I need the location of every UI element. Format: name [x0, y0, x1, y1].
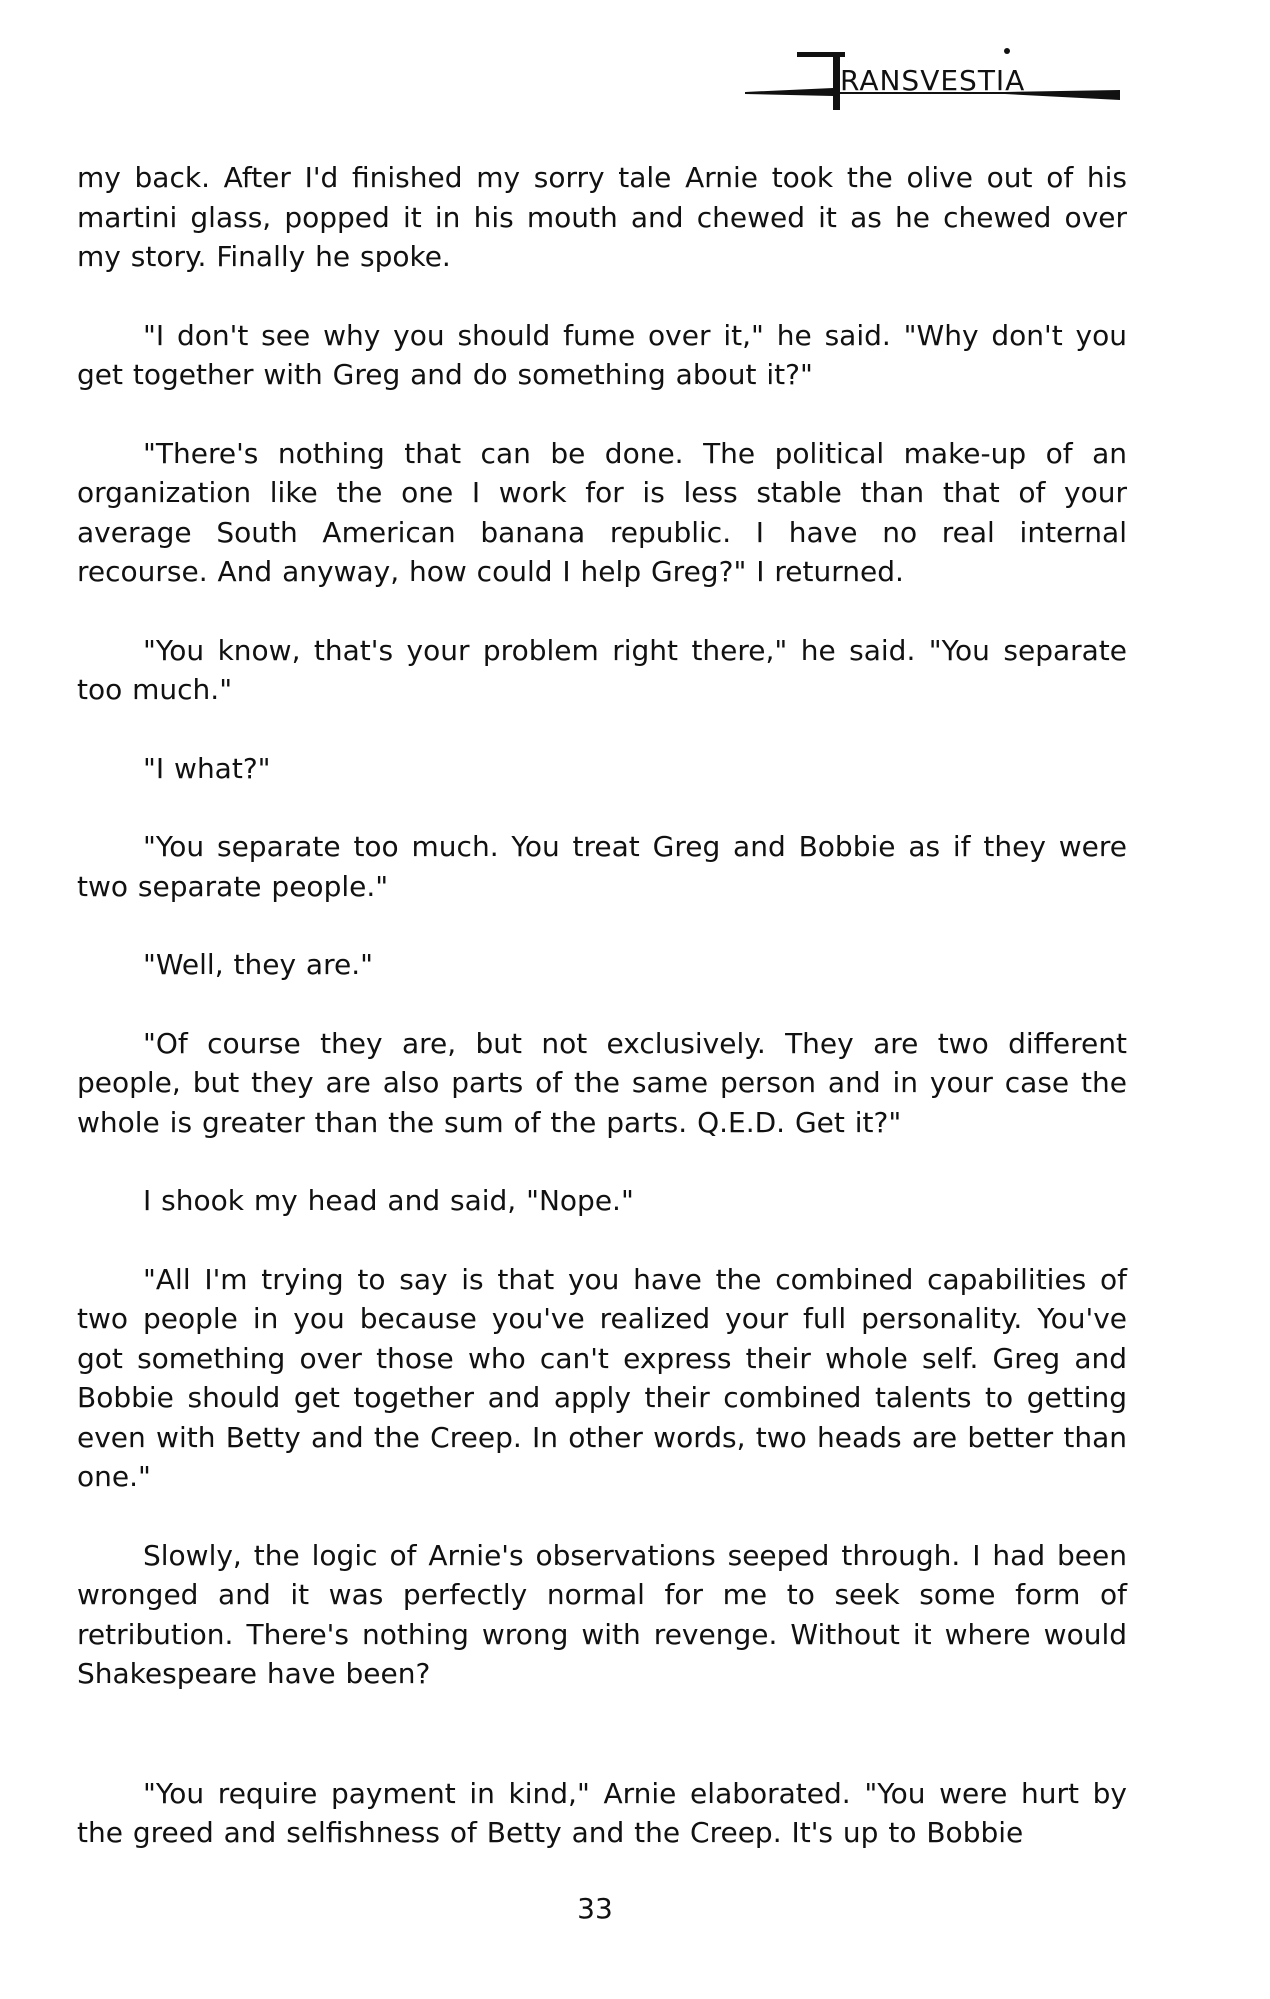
page-number: 33 [577, 1892, 613, 1925]
masthead [745, 48, 1125, 114]
paragraph: my back. After I'd finished my sorry tale Arnie took the olive out of his martini glass, popped it in his mouth and chewed it as he chewed over my story. Finally he spoke. [77, 161, 1127, 273]
paragraph: "There's nothing that can be done. The political make-up of an organization like the one I work for is less stable than that of your average South American banana republic. I have no real internal recourse. And anyway, how could I help Greg?" I returned. [77, 436, 1127, 588]
paragraph: "I what?" [143, 751, 271, 785]
paragraph: "Well, they are." [143, 948, 373, 981]
paragraph: "You separate too much. You treat Greg and Bobbie as if they were two separate people." [77, 830, 1127, 903]
paragraph: "I don't see why you should fume over it," he said. "Why don't you get together with Greg and do something about it?" [77, 318, 1127, 391]
body-text [77, 158, 1127, 1892]
masthead-title: RANSVESTIA [840, 64, 1026, 97]
paragraph: Slowly, the logic of Arnie's observations seeped through. I had been wronged and it was perfectly normal for me to seek some form of retribution. There's nothing wrong with revenge. Without it where would Shakespeare have been? [77, 1538, 1127, 1690]
paragraph: "All I'm trying to say is that you have the combined capabilities of two people in you because you've realized your full personality. You've got something over those who can't express their whole self. Greg and Bobbie should get together and apply their combined talents to getting even with Betty and the Creep. In other words, two heads are better than one." [77, 1262, 1127, 1493]
paragraph: I shook my head and said, "Nope." [143, 1184, 634, 1217]
paragraph: "You know, that's your problem right there," he said. "You separate too much." [77, 633, 1127, 706]
paragraph: "Of course they are, but not exclusively. They are two different people, but they are also parts of the same person and in your case the whole is greater than the sum of the parts. Q.E.D. Get it?" [77, 1026, 1127, 1139]
paragraph: "You require payment in kind," Arnie elaborated. "You were hurt by the greed and selfishness of Betty and the Creep. It's up to Bobbie [77, 1776, 1127, 1849]
